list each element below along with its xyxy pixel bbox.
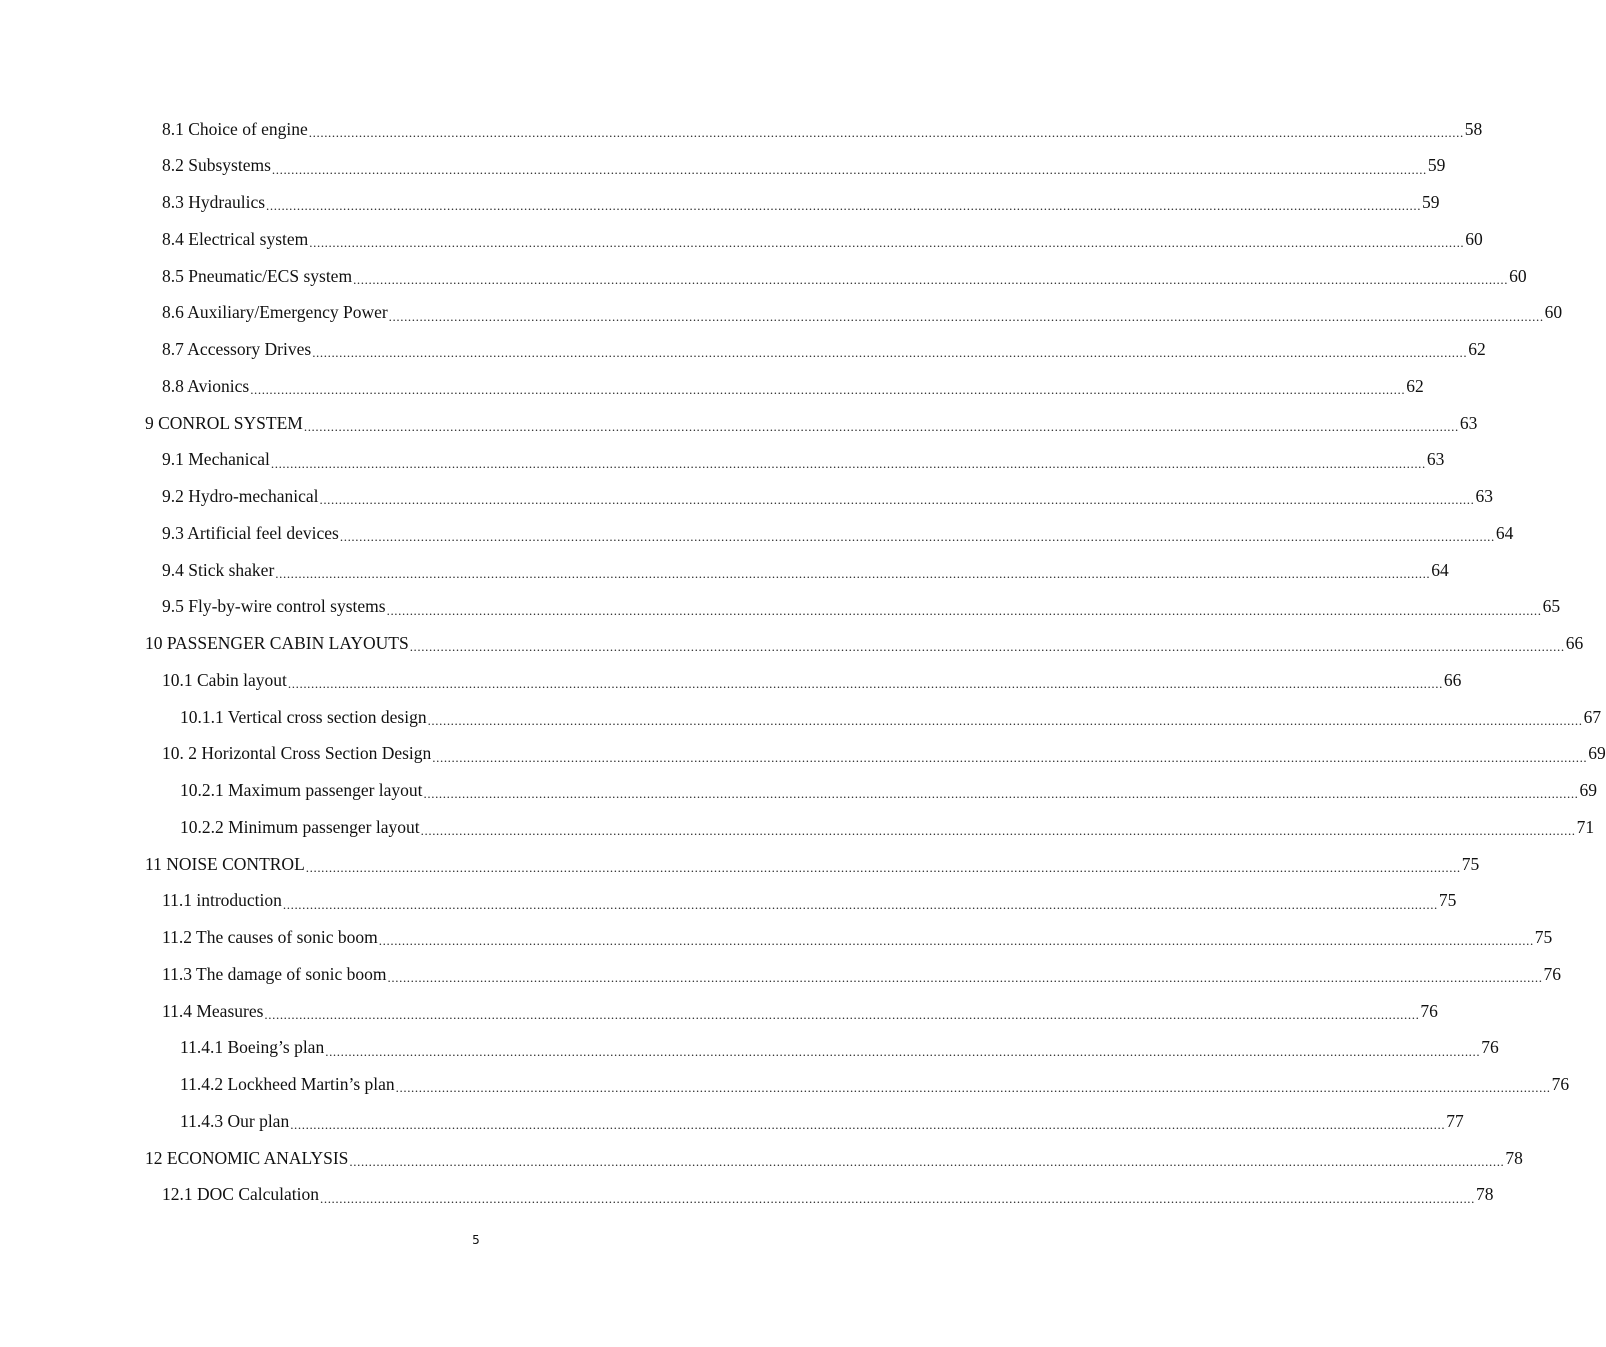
dot-leader: ............................................................................................................................................................................................................................................................................................................ (420, 823, 1576, 839)
dot-leader: ............................................................................................................................................................................................................................................................................................................ (287, 676, 1443, 692)
toc-entry-page: 59 (1427, 155, 1446, 176)
page-number: 5 (472, 1233, 480, 1247)
dot-leader: ............................................................................................................................................................................................................................................................................................................ (266, 198, 1422, 214)
dot-leader: ............................................................................................................................................................................................................................................................................................................ (270, 455, 1426, 471)
toc-entry-title: 9.4 Stick shaker (162, 559, 275, 580)
toc-entry-title: 11.2 The causes of sonic boom (162, 927, 378, 948)
toc-entry-title: 9.3 Artificial feel devices (162, 522, 339, 543)
dot-leader: ............................................................................................................................................................................................................................................................................................................ (386, 602, 1542, 618)
toc-entry[interactable] (0, 552, 1449, 589)
dot-leader: ............................................................................................................................................................................................................................................................................................................ (432, 749, 1588, 765)
toc-entry-page: 76 (1551, 1074, 1570, 1095)
toc-entry-title: 11.4.3 Our plan (180, 1110, 290, 1131)
dot-leader: ............................................................................................................................................................................................................................................................................................................ (250, 382, 1406, 398)
toc-entry-page: 78 (1476, 1184, 1494, 1205)
toc-entry-page: 64 (1431, 559, 1449, 580)
toc-entry-title: 8.8 Avionics (162, 375, 250, 396)
toc-entry-title: 11.4.2 Lockheed Martin’s plan (180, 1074, 395, 1095)
toc-entry-page: 63 (1475, 486, 1493, 507)
dot-leader: ............................................................................................................................................................................................................................................................................................................ (387, 970, 1543, 986)
toc-entry-page: 77 (1446, 1110, 1464, 1131)
toc-entry-title: 9 CONROL SYSTEM (145, 412, 303, 433)
toc-entry-page: 67 (1583, 706, 1602, 727)
toc-entry-title: 9.2 Hydro-mechanical (162, 486, 319, 507)
dot-leader: ............................................................................................................................................................................................................................................................................................................ (423, 786, 1579, 802)
toc-entry[interactable] (0, 1030, 1499, 1067)
toc-entry-title: 10.2.2 Minimum passenger layout (180, 816, 420, 837)
toc-entry-title: 11.4 Measures (162, 1000, 264, 1021)
toc-entry-title: 10 PASSENGER CABIN LAYOUTS (145, 633, 409, 654)
toc-entry-title: 11.4.1 Boeing’s plan (180, 1037, 325, 1058)
dot-leader: ............................................................................................................................................................................................................................................................................................................ (388, 308, 1544, 324)
dot-leader: ............................................................................................................................................................................................................................................................................................................ (378, 933, 1534, 949)
toc-entry-page: 75 (1534, 927, 1553, 948)
toc-entry[interactable] (0, 1067, 1570, 1104)
toc-entry-page: 76 (1543, 963, 1562, 984)
toc-entry-page: 71 (1576, 816, 1595, 837)
toc-entry-page: 64 (1495, 522, 1514, 543)
toc-entry-title: 9.5 Fly-by-wire control systems (162, 596, 386, 617)
dot-leader: ............................................................................................................................................................................................................................................................................................................ (312, 345, 1468, 361)
toc-entry[interactable] (0, 956, 1562, 993)
dot-leader: ............................................................................................................................................................................................................................................................................................................ (325, 1043, 1481, 1059)
toc-entry[interactable] (0, 773, 1598, 810)
dot-leader: ............................................................................................................................................................................................................................................................................................................ (271, 161, 1427, 177)
toc-entry-title: 12.1 DOC Calculation (162, 1184, 319, 1205)
dot-leader: ............................................................................................................................................................................................................................................................................................................ (308, 124, 1464, 140)
dot-leader: ............................................................................................................................................................................................................................................................................................................ (339, 529, 1495, 545)
toc-entry-page: 62 (1406, 375, 1424, 396)
toc-entry-title: 8.7 Accessory Drives (162, 339, 312, 360)
toc-entry[interactable] (0, 699, 1602, 736)
dot-leader: ............................................................................................................................................................................................................................................................................................................ (353, 271, 1509, 287)
toc-entry-page: 66 (1443, 669, 1462, 690)
dot-leader: ............................................................................................................................................................................................................................................................................................................ (303, 418, 1459, 434)
toc-entry[interactable] (0, 368, 1424, 405)
toc-entry-page: 62 (1468, 339, 1486, 360)
toc-entry-title: 11.1 introduction (162, 890, 282, 911)
toc-entry-title: 10.2.1 Maximum passenger layout (180, 780, 423, 801)
toc-entry-title: 10.1.1 Vertical cross section design (180, 706, 427, 727)
toc-entry-page: 66 (1565, 633, 1584, 654)
toc-entry-page: 58 (1464, 118, 1483, 139)
toc-entry-title: 8.3 Hydraulics (162, 192, 266, 213)
toc-entry[interactable] (0, 1177, 1494, 1214)
toc-entry-page: 63 (1459, 412, 1478, 433)
toc-entry[interactable] (0, 221, 1483, 258)
toc-entry-title: 8.6 Auxiliary/Emergency Power (162, 302, 388, 323)
toc-entry[interactable] (0, 148, 1446, 185)
toc-entry-title: 11 NOISE CONTROL (145, 853, 305, 874)
dot-leader: ............................................................................................................................................................................................................................................................................................................ (319, 492, 1475, 508)
toc-entry[interactable] (0, 479, 1493, 516)
toc-entry-title: 8.1 Choice of engine (162, 118, 308, 139)
toc-entry[interactable] (0, 1103, 1464, 1140)
table-of-contents (0, 111, 1606, 1214)
toc-entry[interactable] (0, 111, 1483, 148)
toc-entry[interactable] (0, 1140, 1523, 1177)
toc-entry[interactable] (0, 920, 1553, 957)
toc-entry[interactable] (0, 809, 1595, 846)
toc-entry[interactable] (0, 258, 1527, 295)
dot-leader: ............................................................................................................................................................................................................................................................................................................ (427, 712, 1583, 728)
toc-entry[interactable] (0, 846, 1480, 883)
toc-entry[interactable] (0, 626, 1584, 663)
toc-entry[interactable] (0, 662, 1462, 699)
toc-entry-title: 8.2 Subsystems (162, 155, 271, 176)
dot-leader: ............................................................................................................................................................................................................................................................................................................ (290, 1117, 1446, 1133)
toc-entry-title: 9.1 Mechanical (162, 449, 270, 470)
toc-entry-title: 10. 2 Horizontal Cross Section Design (162, 743, 432, 764)
toc-entry-title: 10.1 Cabin layout (162, 669, 287, 690)
dot-leader: ............................................................................................................................................................................................................................................................................................................ (305, 859, 1461, 875)
toc-entry[interactable] (0, 736, 1606, 773)
toc-entry[interactable] (0, 185, 1440, 222)
toc-entry-title: 8.5 Pneumatic/ECS system (162, 265, 353, 286)
toc-entry-title: 12 ECONOMIC ANALYSIS (145, 1147, 349, 1168)
toc-entry-title: 8.4 Electrical system (162, 228, 309, 249)
toc-entry-page: 76 (1481, 1037, 1499, 1058)
toc-entry-page: 76 (1420, 1000, 1438, 1021)
dot-leader: ............................................................................................................................................................................................................................................................................................................ (309, 235, 1465, 251)
toc-entry-page: 60 (1465, 228, 1483, 249)
toc-entry[interactable] (0, 883, 1457, 920)
dot-leader: ............................................................................................................................................................................................................................................................................................................ (264, 1006, 1420, 1022)
toc-entry-page: 59 (1422, 192, 1440, 213)
toc-entry[interactable] (0, 515, 1514, 552)
dot-leader: ............................................................................................................................................................................................................................................................................................................ (275, 565, 1431, 581)
toc-entry-page: 69 (1579, 780, 1598, 801)
toc-entry-page: 75 (1438, 890, 1457, 911)
toc-entry[interactable] (0, 405, 1478, 442)
dot-leader: ............................................................................................................................................................................................................................................................................................................ (395, 1080, 1551, 1096)
toc-entry-page: 63 (1426, 449, 1445, 470)
dot-leader: ............................................................................................................................................................................................................................................................................................................ (320, 1190, 1475, 1206)
dot-leader: ............................................................................................................................................................................................................................................................................................................ (282, 896, 1438, 912)
toc-entry[interactable] (0, 993, 1438, 1030)
toc-entry-page: 65 (1542, 596, 1561, 617)
toc-entry[interactable] (0, 332, 1486, 369)
toc-entry[interactable] (0, 295, 1563, 332)
toc-entry-page: 60 (1509, 265, 1527, 286)
toc-entry-page: 60 (1544, 302, 1563, 323)
dot-leader: ............................................................................................................................................................................................................................................................................................................ (349, 1153, 1505, 1169)
toc-entry-page: 78 (1505, 1147, 1523, 1168)
toc-entry[interactable] (0, 442, 1445, 479)
toc-entry-title: 11.3 The damage of sonic boom (162, 963, 387, 984)
toc-entry-page: 69 (1588, 743, 1606, 764)
dot-leader: ............................................................................................................................................................................................................................................................................................................ (409, 639, 1565, 655)
toc-entry-page: 75 (1461, 853, 1480, 874)
toc-entry[interactable] (0, 589, 1561, 626)
